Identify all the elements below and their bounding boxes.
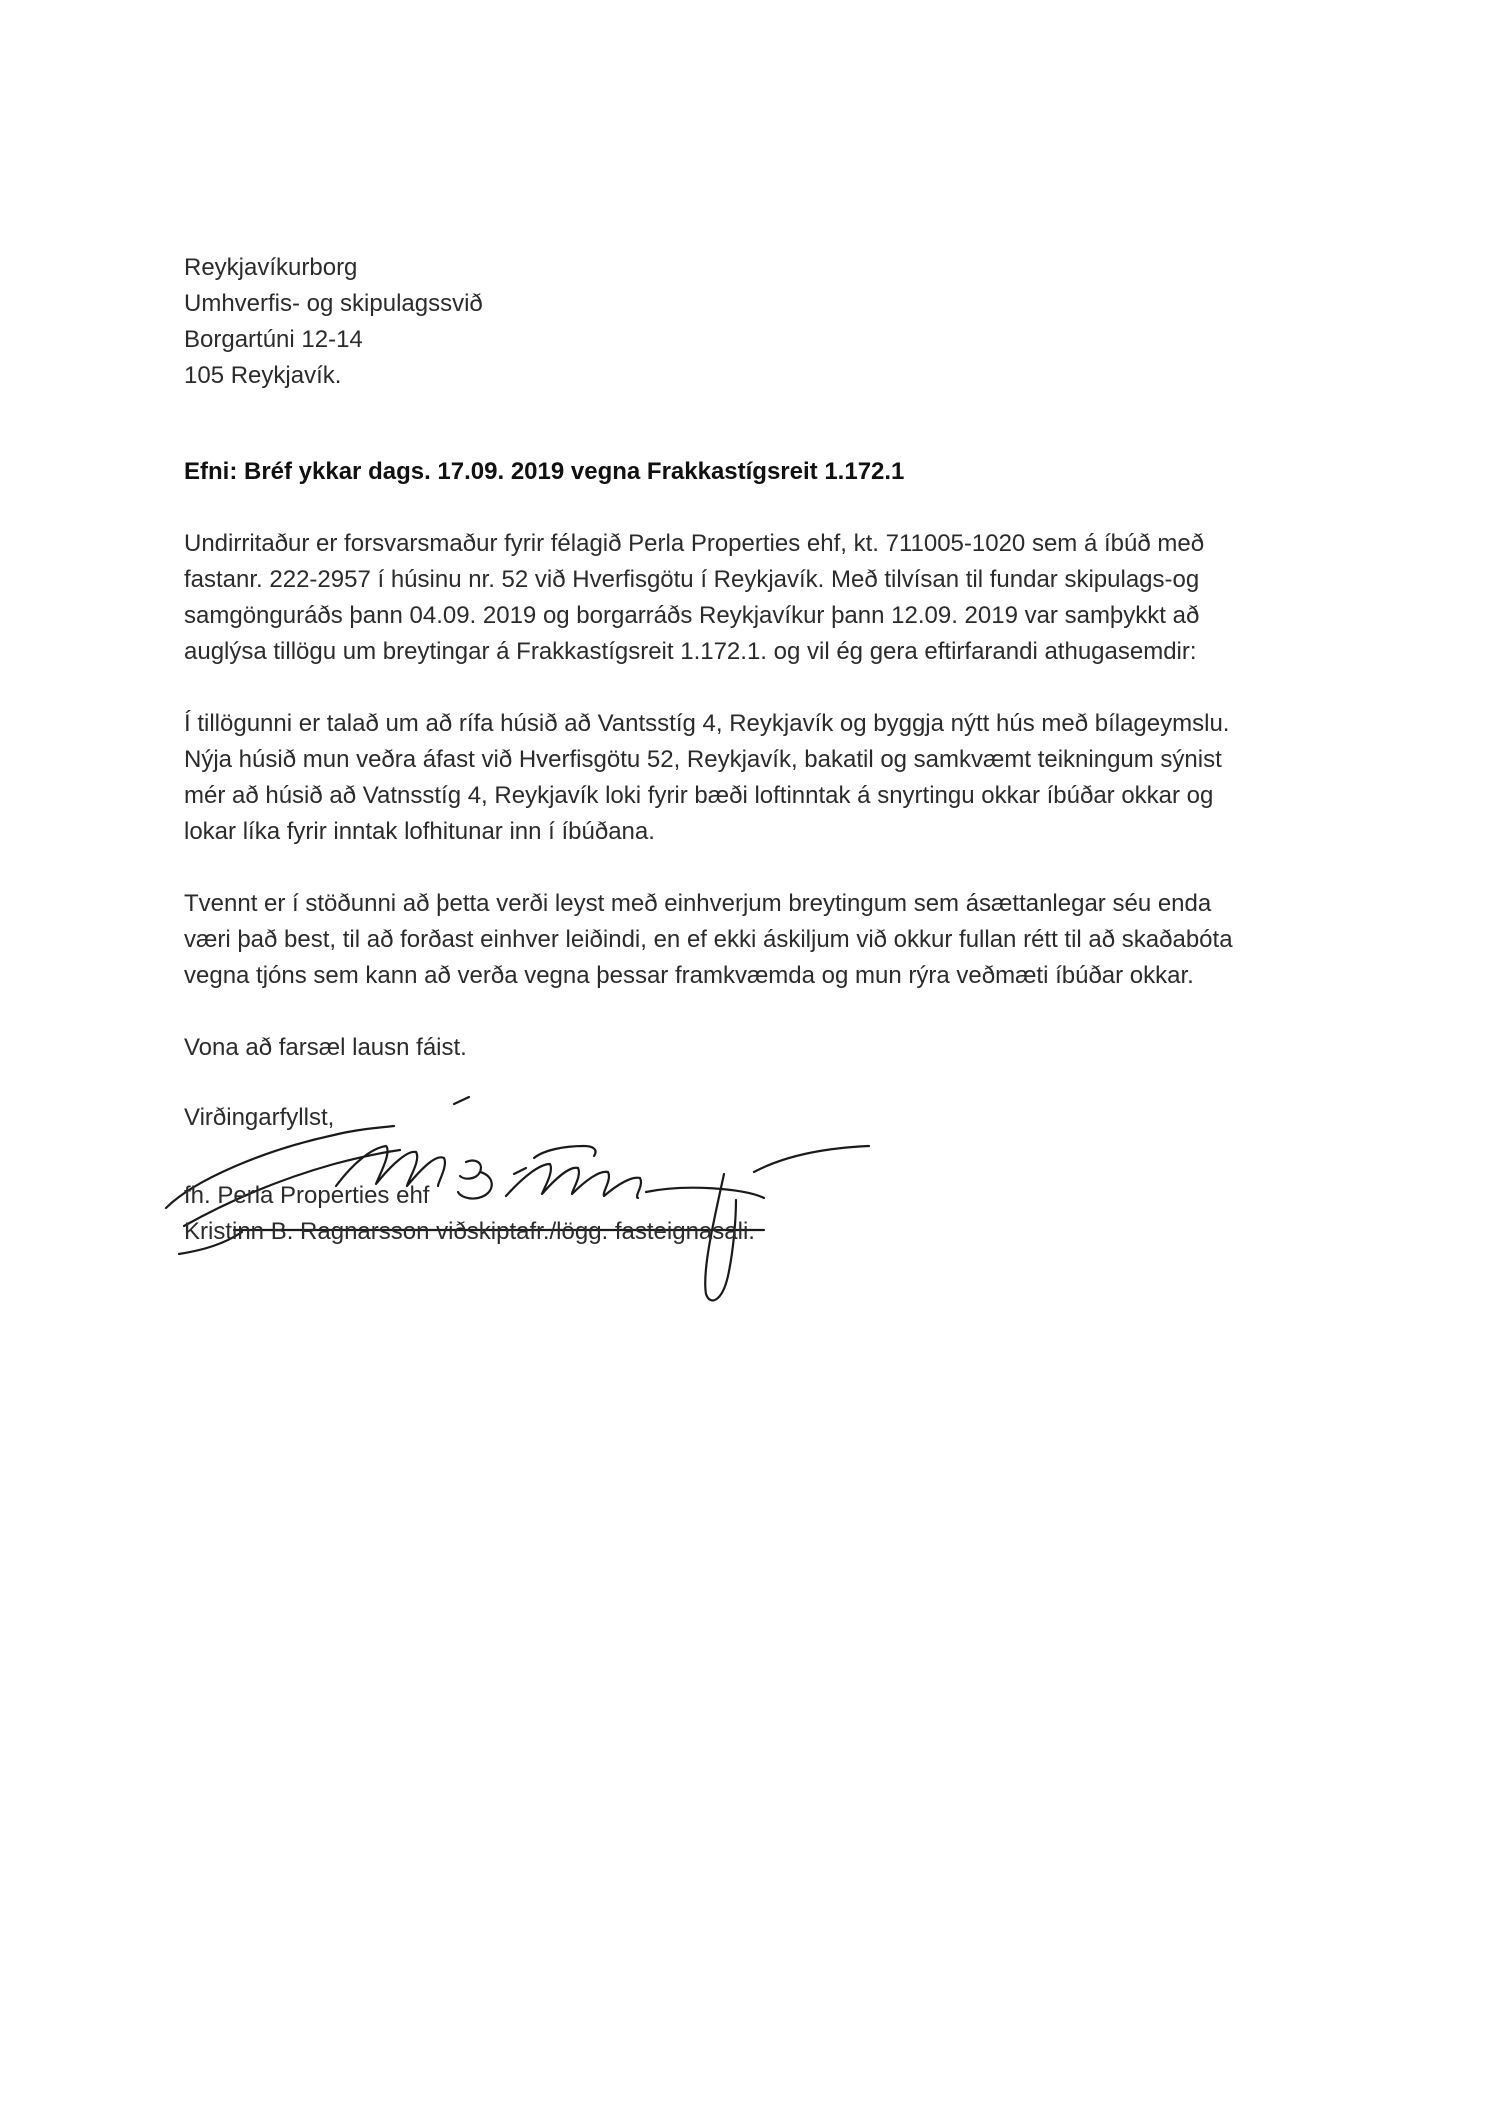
paragraph-line: fastanr. 222-2957 í húsinu nr. 52 við Hverfisgötu í Reykjavík. Með tilvísan til fundar skipulags-og (184, 566, 1200, 593)
paragraph-line: Nýja húsið mun veðra áfast við Hverfisgötu 52, Reykjavík, bakatil og samkvæmt teikningum sýnist (184, 746, 1222, 773)
paragraph-2 (184, 706, 1324, 850)
paragraph-line: mér að húsið að Vatnsstíg 4, Reykjavík loki fyrir bæði loftinntak á snyrtingu okkar íbúðar okkar og (184, 782, 1214, 809)
paragraph-line: samgönguráðs þann 04.09. 2019 og borgarráðs Reykjavíkur þann 12.09. 2019 var samþykkt að (184, 602, 1200, 629)
paragraph-line: lokar líka fyrir inntak lofhitunar inn í íbúðana. (184, 818, 655, 845)
paragraph-1 (184, 526, 1324, 670)
paragraph-line: Undirritaður er forsvarsmaður fyrir félagið Perla Properties ehf, kt. 711005-1020 sem á íbúð með (184, 530, 1205, 557)
subject-line: Efni: Bréf ykkar dags. 17.09. 2019 vegna Frakkastígsreit 1.172.1 (184, 458, 905, 485)
letter-body (184, 250, 1324, 1270)
paragraph-line: Tvennt er í stöðunni að þetta verði leyst með einhverjum breytingum sem ásættanlegar séu enda (184, 890, 1212, 917)
signature-greeting: Virðingarfyllst, (184, 1104, 335, 1131)
paragraph-line: Í tillögunni er talað um að rífa húsið að Vantsstíg 4, Reykjavík og byggja nýtt hús með bílageymslu. (184, 710, 1230, 737)
closing-line: Vona að farsæl lausn fáist. (184, 1034, 467, 1061)
recipient-line-3: Borgartúni 12-14 (184, 326, 363, 353)
paragraph-3 (184, 886, 1324, 994)
recipient-address (184, 250, 1324, 394)
recipient-line-1: Reykjavíkurborg (184, 254, 358, 281)
recipient-line-2: Umhverfis- og skipulagssvið (184, 290, 483, 317)
signature-block (184, 1100, 1324, 1270)
signature-company: fh. Perla Properties ehf (184, 1182, 430, 1209)
signature-name: Kristinn B. Ragnarsson viðskiptafr./lögg. fasteignasali. (184, 1218, 755, 1245)
paragraph-line: vegna tjóns sem kann að verða vegna þessar framkvæmda og mun rýra veðmæti íbúðar okkar. (184, 962, 1194, 989)
paragraph-line: auglýsa tillögu um breytingar á Frakkastígsreit 1.172.1. og vil ég gera eftirfarandi athugasemdir: (184, 638, 1197, 665)
paragraph-line: væri það best, til að forðast einhver leiðindi, en ef ekki áskiljum við okkur fullan rétt til að skaðabóta (184, 926, 1233, 953)
recipient-line-4: 105 Reykjavík. (184, 362, 342, 389)
